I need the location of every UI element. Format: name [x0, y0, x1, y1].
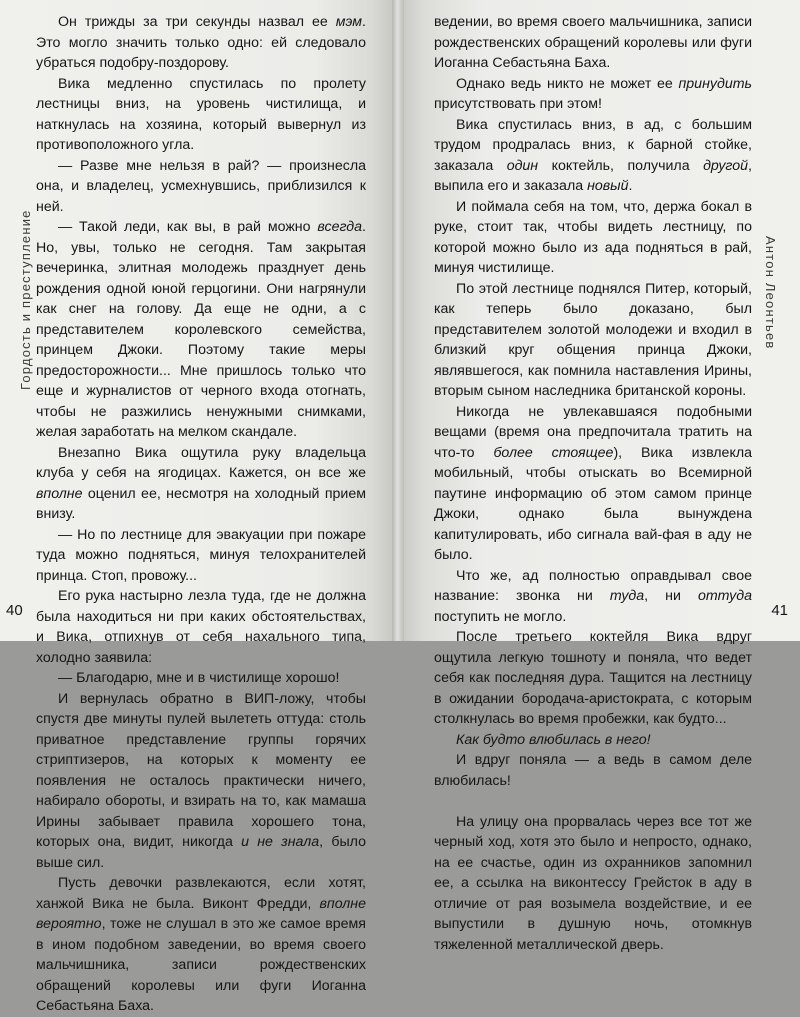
right-page-text	[434, 12, 752, 955]
paragraph: И вдруг поняла — а ведь в самом деле влюбилась!	[434, 752, 752, 789]
paragraph: — Благодарю, мне и в чистилище хорошо!	[58, 670, 340, 686]
paragraph: Пусть девочки развлекаются, если хотят, ханжой Вика не была. Виконт Фредди, вполне вероятно, тоже не слушал в это же самое время в ином подобном заведении, во время своего мальчишника, записи рождественских обращений королевы или фуги Иоганна Себастьяна Баха.	[36, 875, 366, 1014]
paragraph: — Такой леди, как вы, в рай можно всегда. Но, увы, только не сегодня. Там закрытая вечеринка, элитная молодежь празднует день рождения одной юной герцогини. Они нагрянули как снег на голову. Да еще не одни, а с представителем королевского семейства, принцем Джоки. Поэтому такие меры предосторожности... Мне пришлось только что еще и журналистов от черного входа отогнать, чтобы не разжились ненужными снимками, желая заработать на мелком скандале.	[36, 219, 366, 440]
paragraph: Вика медленно спустилась по пролету лестницы вниз, на уровень чистилища, и наткнулась на хозяина, который вывернул из противоположного угла.	[36, 75, 366, 153]
left-page	[0, 0, 392, 1014]
running-title-book: Гордость и преступление	[18, 209, 33, 390]
book-gutter	[392, 0, 404, 641]
paragraph: ведении, во время своего мальчишника, записи рождественских обращений королевы или фуги Иоганна Себастьяна Баха.	[434, 14, 752, 71]
page-number-left: 40	[6, 602, 23, 619]
paragraph: Внезапно Вика ощутила руку владельца клуба у себя на ягодицах. Кажется, он все же вполне оценил ее, несмотря на холодный прием внизу.	[36, 444, 366, 522]
paragraph: И поймала себя на том, что, держа бокал в руке, стоит так, чтобы видеть лестницу, по которой можно было из ада подняться в рай, минуя чистилище.	[434, 198, 752, 276]
left-page-text	[36, 12, 366, 1017]
right-page	[404, 0, 800, 953]
paragraph: Он трижды за три секунды назвал ее мэм. Это могло значить только одно: ей следовало убраться подобру-поздорову.	[36, 14, 366, 71]
paragraph: Вика спустилась вниз, в ад, с большим трудом продралась вниз, к барной стойке, заказала один коктейль, получила другой, выпила его и заказала новый.	[434, 116, 752, 194]
paragraph: На улицу она прорвалась через все тот же черный ход, хотя это было и непросто, однако, на ее счастье, один из охранников запомнил ее, а ссылка на виконтессу Грейсток в аду в отличие от рая возымела воздействие, и ее выпустили в душную ночь, отомкнув тяжеленной металлической дверь.	[434, 813, 752, 953]
paragraph: И вернулась обратно в ВИП-ложу, чтобы спустя две минуты пулей вылететь оттуда: столь приватное представление группы горячих стриптизеров, на которых к моменту ее появления не осталось практически ничего, набирало обороты, и взирать на то, как мамаша Ирины забывает правила хорошего тона, которых она, видит, никогда и не знала, было выше сил.	[36, 690, 366, 871]
paragraph: После третьего коктейля Вика вдруг ощутила легкую тошноту и поняла, что ведет себя как последняя дура. Тащится на лестницу в ожидании бородача-аристократа, с которым столкнулась во время пробежки, как будто...	[434, 629, 752, 727]
paragraph: — Разве мне нельзя в рай? — произнесла она, и владелец, усмехнувшись, приблизился к ней.	[36, 157, 366, 215]
paragraph: Его рука настырно лезла туда, где не должна была находиться ни при каких обстоятельствах, и Вика, отпихнув от себя нахального типа, холодно заявила:	[36, 588, 366, 666]
paragraph: Как будто влюбилась в него!	[456, 731, 651, 748]
running-title-author: Антон Леонтьев	[763, 236, 778, 350]
paragraph: Никогда не увлекавшаяся подобными вещами (время она предпочитала тратить на что-то более стоящее), Вика извлекла мобильный, чтобы отыскать во Всемирной паутине информацию об этом самом принце Джоки, однако была вынуждена капитулировать, ибо сигнала вай-фая в аду не было.	[434, 403, 752, 563]
paragraph: Что же, ад полностью оправдывал свое название: звонка ни туда, ни оттуда поступить не могло.	[434, 567, 752, 625]
paragraph: — Но по лестнице для эвакуации при пожаре туда можно подняться, минуя телохранителей принца. Стоп, провожу...	[36, 526, 366, 584]
page-number-right: 41	[771, 602, 788, 619]
paragraph: По этой лестнице поднялся Питер, который, как теперь было доказано, был представителем золотой молодежи и входил в близкий круг общения принца Джоки, являвшегося, как помнила наставления Ирины, вторым сыном наследника британской короны.	[434, 280, 752, 399]
paragraph: Однако ведь никто не может ее принудить присутствовать при этом!	[434, 75, 752, 112]
